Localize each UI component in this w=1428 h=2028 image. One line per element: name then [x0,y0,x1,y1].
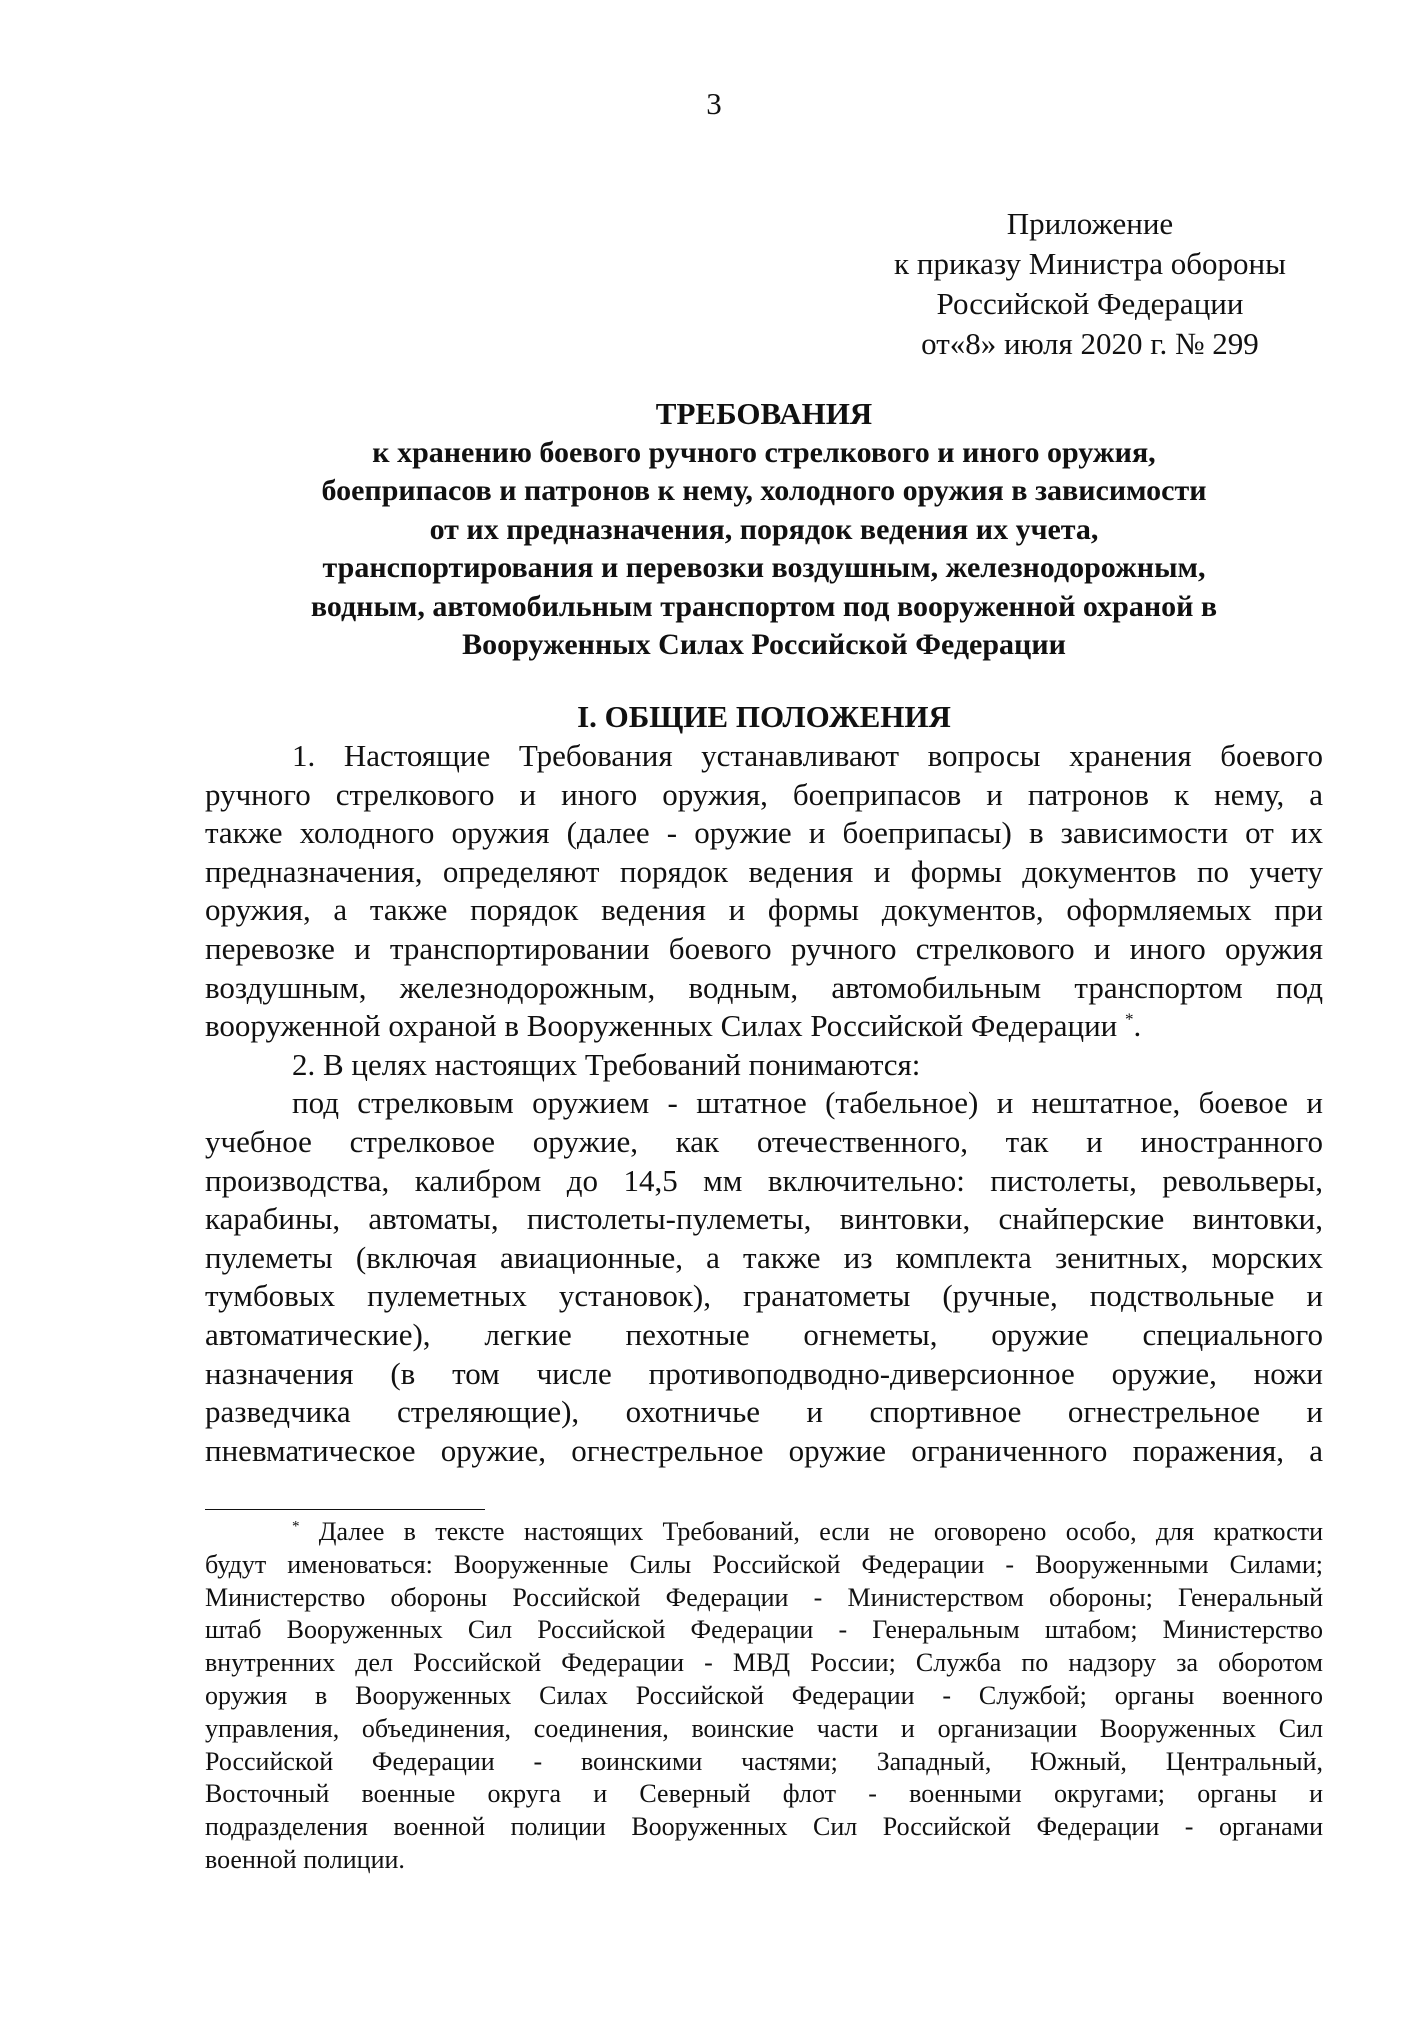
paragraph-1-line: ручного стрелкового и иного оружия, боеприпасов и патронов к нему, а [205,776,1323,812]
footnote-line: Министерство обороны Российской Федерации - Министерством обороны; Генеральный [205,1582,1323,1612]
title-main: ТРЕБОВАНИЯ [655,396,873,431]
paragraph-1-line: вооруженной охраной в Вооруженных Силах Российской Федерации [205,1008,1118,1044]
paragraph-1-line: воздушным, железнодорожным, водным, автомобильным транспортом под [205,969,1323,1005]
title-line: от их предназначения, порядок ведения их учета, [429,512,1099,546]
paragraph-1-line: перевозке и транспортировании боевого ручного стрелкового и иного оружия [205,930,1323,966]
footnote-line: Далее в тексте настоящих Требований, если не оговорено особо, для краткости [318,1517,1324,1546]
title-line: транспортирования и перевозки воздушным, железнодорожным, [322,551,1206,584]
footnote-line: оружия в Вооруженных Силах Российской Федерации - Службой; органы военного [205,1680,1323,1710]
document-title [205,395,1323,665]
title-line: к хранению боевого ручного стрелкового и иного оружия, [372,435,1156,469]
appendix-line: Российской Федерации [936,286,1244,321]
title-line: Вооруженных Силах Российской Федерации [462,628,1066,661]
footnote-reference[interactable]: * [1125,1009,1134,1029]
footnote-line: штаб Вооруженных Сил Российской Федерации - Генеральным штабом; Министерство [205,1615,1323,1645]
appendix-line: к приказу Министра обороны [894,246,1286,281]
paragraph-3-line: пневматическое оружие, огнестрельное оружие ограниченного поражения, а [205,1432,1323,1468]
footnote-line: внутренних дел Российской Федерации - МВД России; Служба по надзору за оборотом [205,1648,1323,1678]
paragraph-1-line: предназначения, определяют порядок ведения и формы документов по учету [205,853,1323,889]
title-line: водным, автомобильным транспортом под вооруженной охраной в [310,589,1218,623]
section-heading: I. ОБЩИЕ ПОЛОЖЕНИЯ [577,699,951,734]
footnote-first-line [205,1516,1323,1549]
appendix-header [820,204,1360,364]
paragraph-3-line: разведчика стреляющие), охотничье и спортивное огнестрельное и [205,1394,1323,1430]
paragraph-3-line: тумбовых пулеметных установок), гранатометы (ручные, подствольные и [205,1278,1323,1314]
footnote [205,1516,1323,1877]
paragraph-1-end: . [1133,1008,1142,1044]
footnote-line: подразделения военной полиции Вооруженных Сил Российской Федерации - органами [205,1812,1323,1842]
paragraph-3-line: учебное стрелковое оружие, как отечественного, так и иностранного [205,1123,1323,1159]
body-text [205,737,1323,1470]
footnote-line: будут именоваться: Вооруженные Силы Российской Федерации - Вооруженными Силами; [205,1549,1323,1579]
paragraph-2-line: 2. В целях настоящих Требований понимаются: [292,1046,921,1082]
appendix-line: Приложение [1006,206,1174,241]
paragraph-3-line: под стрелковым оружием - штатное (табельное) и нештатное, боевое и [292,1085,1323,1121]
paragraph-1-last-line [205,1007,1323,1046]
paragraph-3-line: карабины, автоматы, пистолеты-пулеметы, винтовки, снайперские винтовки, [205,1201,1323,1237]
paragraph-1-line: также холодного оружия (далее - оружие и боеприпасы) в зависимости от их [205,815,1323,851]
footnote-line: военной полиции. [205,1844,405,1874]
footnote-separator [205,1509,485,1510]
paragraph-3-line: автоматические), легкие пехотные огнеметы, оружие специального [205,1316,1323,1352]
title-line: боеприпасов и патронов к нему, холодного оружия в зависимости [321,474,1207,507]
page-number: 3 [706,86,722,121]
footnote-line: Восточный военные округа и Северный флот - военными округами; органы и [205,1779,1323,1809]
paragraph-3-line: производства, калибром до 14,5 мм включительно: пистолеты, револьверы, [205,1162,1323,1198]
footnote-marker: * [292,1518,300,1535]
paragraph-3-line: назначения (в том числе противоподводно-диверсионное оружие, ножи [205,1355,1323,1391]
paragraph-1-line: оружия, а также порядок ведения и формы документов, оформляемых при [205,892,1323,928]
paragraph-1-line: 1. Настоящие Требования устанавливают вопросы хранения боевого [292,738,1323,773]
footnote-line: управления, объединения, соединения, воинские части и организации Вооруженных Сил [205,1713,1323,1743]
appendix-line: от«8» июля 2020 г. № 299 [921,326,1259,361]
footnote-line: Российской Федерации - воинскими частями; Западный, Южный, Центральный, [205,1746,1323,1776]
paragraph-3-line: пулеметы (включая авиационные, а также из комплекта зенитных, морских [205,1239,1323,1275]
